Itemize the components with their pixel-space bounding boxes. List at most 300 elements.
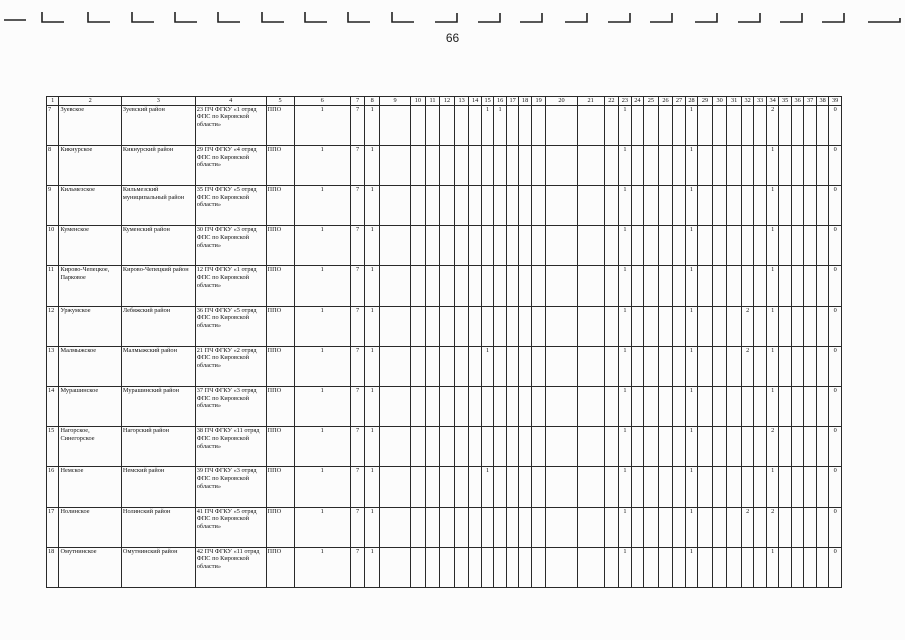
cell-col-36 <box>791 266 803 306</box>
cell-col-20 <box>546 306 577 346</box>
cell-col-39: 0 <box>829 386 842 426</box>
table-row <box>47 547 842 587</box>
cell-col-20 <box>546 427 577 467</box>
cell-col-7: 7 <box>350 266 365 306</box>
cell-col-37 <box>804 467 816 507</box>
cell-col-9 <box>379 105 410 145</box>
cell-col-39: 0 <box>829 105 842 145</box>
cell-col-21 <box>577 346 604 386</box>
cell-col-34: 2 <box>766 427 778 467</box>
cell-col-35 <box>779 266 791 306</box>
cell-col-6: 1 <box>294 105 350 145</box>
cell-col-25 <box>644 386 659 426</box>
table-row <box>47 306 842 346</box>
cell-col-9 <box>379 427 410 467</box>
cell-col-11 <box>425 186 440 226</box>
cell-col-15 <box>481 427 493 467</box>
cell-col-19 <box>531 467 546 507</box>
settlement-name: Кикнурское <box>59 145 121 185</box>
cell-col-22 <box>604 346 619 386</box>
cell-col-25 <box>644 467 659 507</box>
cell-col-24 <box>631 427 643 467</box>
table-row <box>47 467 842 507</box>
cell-col-22 <box>604 105 619 145</box>
cell-col-34: 1 <box>766 467 778 507</box>
cell-col-25 <box>644 427 659 467</box>
cell-col-8: 1 <box>365 386 380 426</box>
cell-col-6: 1 <box>294 266 350 306</box>
column-number-13: 13 <box>454 97 469 106</box>
cell-col-18 <box>519 346 531 386</box>
cell-col-7: 7 <box>350 145 365 185</box>
cell-col-35 <box>779 105 791 145</box>
cell-col-23: 1 <box>619 306 631 346</box>
cell-col-34: 1 <box>766 145 778 185</box>
cell-col-29 <box>698 105 713 145</box>
cell-col-8: 1 <box>365 145 380 185</box>
cell-col-31 <box>727 266 742 306</box>
cell-col-11 <box>425 105 440 145</box>
cell-col-25 <box>644 346 659 386</box>
cell-col-39: 0 <box>829 547 842 587</box>
cell-col-21 <box>577 427 604 467</box>
cell-col-21 <box>577 145 604 185</box>
cell-col-17 <box>506 507 518 547</box>
cell-col-8: 1 <box>365 346 380 386</box>
cell-col-18 <box>519 186 531 226</box>
cell-col-12 <box>440 306 455 346</box>
cell-col-28: 1 <box>685 306 697 346</box>
cell-col-19 <box>531 306 546 346</box>
cell-col-24 <box>631 266 643 306</box>
column-number-29: 29 <box>698 97 713 106</box>
cell-col-38 <box>816 467 828 507</box>
column-number-21: 21 <box>577 97 604 106</box>
cell-col-10 <box>411 467 426 507</box>
cell-col-29 <box>698 346 713 386</box>
cell-col-38 <box>816 105 828 145</box>
row-number: 18 <box>47 547 59 587</box>
cell-col-14 <box>469 386 481 426</box>
cell-col-11 <box>425 306 440 346</box>
cell-col-36 <box>791 145 803 185</box>
cell-col-32 <box>741 145 753 185</box>
cell-col-9 <box>379 186 410 226</box>
cell-col-22 <box>604 547 619 587</box>
cell-col-12 <box>440 507 455 547</box>
cell-col-35 <box>779 467 791 507</box>
cell-col-34: 1 <box>766 226 778 266</box>
cell-col-13 <box>454 306 469 346</box>
cell-col-12 <box>440 145 455 185</box>
cell-col-19 <box>531 186 546 226</box>
cell-col-14 <box>469 105 481 145</box>
cell-col-27 <box>673 346 685 386</box>
cell-col-9 <box>379 507 410 547</box>
cell-col-10 <box>411 386 426 426</box>
cell-col-19 <box>531 226 546 266</box>
cell-col-39: 0 <box>829 145 842 185</box>
column-number-11: 11 <box>425 97 440 106</box>
cell-col-27 <box>673 105 685 145</box>
cell-col-7: 7 <box>350 427 365 467</box>
protection-type: ППО <box>266 427 294 467</box>
column-number-31: 31 <box>727 97 742 106</box>
table-row <box>47 105 842 145</box>
cell-col-14 <box>469 427 481 467</box>
cell-col-23: 1 <box>619 226 631 266</box>
cell-col-31 <box>727 386 742 426</box>
cell-col-8: 1 <box>365 507 380 547</box>
table-row <box>47 346 842 386</box>
cell-col-16: 1 <box>494 105 506 145</box>
cell-col-15 <box>481 306 493 346</box>
column-number-9: 9 <box>379 97 410 106</box>
cell-col-37 <box>804 105 816 145</box>
settlement-name: Мурашинское <box>59 386 121 426</box>
table-row <box>47 226 842 266</box>
column-number-14: 14 <box>469 97 481 106</box>
cell-col-34: 1 <box>766 266 778 306</box>
cell-col-17 <box>506 186 518 226</box>
column-number-5: 5 <box>266 97 294 106</box>
cell-col-32: 2 <box>741 346 753 386</box>
cell-col-38 <box>816 507 828 547</box>
page-number: 66 <box>445 31 460 45</box>
cell-col-30 <box>712 266 727 306</box>
cell-col-6: 1 <box>294 186 350 226</box>
table-row <box>47 507 842 547</box>
cell-col-38 <box>816 145 828 185</box>
cell-col-37 <box>804 346 816 386</box>
protection-type: ППО <box>266 346 294 386</box>
cell-col-15 <box>481 226 493 266</box>
cell-col-19 <box>531 105 546 145</box>
cell-col-10 <box>411 145 426 185</box>
protection-type: ППО <box>266 386 294 426</box>
district-name: Лебяжский район <box>121 306 195 346</box>
cell-col-11 <box>425 346 440 386</box>
protection-type: ППО <box>266 105 294 145</box>
row-number: 7 <box>47 105 59 145</box>
cell-col-28: 1 <box>685 105 697 145</box>
cell-col-19 <box>531 386 546 426</box>
cell-col-21 <box>577 386 604 426</box>
table-row <box>47 266 842 306</box>
cell-col-14 <box>469 306 481 346</box>
cell-col-21 <box>577 105 604 145</box>
cell-col-30 <box>712 467 727 507</box>
cell-col-18 <box>519 306 531 346</box>
cell-col-27 <box>673 186 685 226</box>
cell-col-37 <box>804 507 816 547</box>
cell-col-12 <box>440 386 455 426</box>
cell-col-28: 1 <box>685 186 697 226</box>
fire-unit-name: 41 ПЧ ФГКУ «5 отряд ФПС по Кировской области» <box>195 507 266 547</box>
row-number: 13 <box>47 346 59 386</box>
column-number-4: 4 <box>195 97 266 106</box>
cell-col-15: 1 <box>481 346 493 386</box>
cell-col-33 <box>754 467 766 507</box>
cell-col-24 <box>631 507 643 547</box>
cell-col-24 <box>631 386 643 426</box>
cell-col-11 <box>425 386 440 426</box>
cell-col-15 <box>481 507 493 547</box>
cell-col-22 <box>604 386 619 426</box>
cell-col-27 <box>673 226 685 266</box>
cell-col-24 <box>631 186 643 226</box>
cell-col-13 <box>454 145 469 185</box>
cell-col-7: 7 <box>350 186 365 226</box>
cell-col-12 <box>440 427 455 467</box>
cell-col-23: 1 <box>619 547 631 587</box>
cell-col-37 <box>804 186 816 226</box>
cell-col-37 <box>804 145 816 185</box>
cell-col-37 <box>804 427 816 467</box>
row-number: 8 <box>47 145 59 185</box>
cell-col-11 <box>425 427 440 467</box>
cell-col-14 <box>469 145 481 185</box>
district-name: Малмыжский район <box>121 346 195 386</box>
cell-col-30 <box>712 507 727 547</box>
cell-col-33 <box>754 105 766 145</box>
cell-col-27 <box>673 547 685 587</box>
cell-col-15 <box>481 186 493 226</box>
settlement-name: Нолинское <box>59 507 121 547</box>
cell-col-26 <box>658 547 673 587</box>
column-number-2: 2 <box>59 97 121 106</box>
cell-col-17 <box>506 346 518 386</box>
cell-col-17 <box>506 547 518 587</box>
column-number-36: 36 <box>791 97 803 106</box>
cell-col-26 <box>658 226 673 266</box>
cell-col-26 <box>658 186 673 226</box>
cell-col-15 <box>481 547 493 587</box>
cell-col-37 <box>804 266 816 306</box>
fire-unit-name: 30 ПЧ ФГКУ «3 отряд ФПС по Кировской области» <box>195 226 266 266</box>
cell-col-35 <box>779 346 791 386</box>
cell-col-32 <box>741 386 753 426</box>
column-number-37: 37 <box>804 97 816 106</box>
cell-col-19 <box>531 145 546 185</box>
cell-col-15 <box>481 266 493 306</box>
cell-col-38 <box>816 266 828 306</box>
cell-col-34: 1 <box>766 186 778 226</box>
cell-col-16 <box>494 226 506 266</box>
cell-col-10 <box>411 427 426 467</box>
column-number-28: 28 <box>685 97 697 106</box>
cell-col-24 <box>631 547 643 587</box>
cell-col-29 <box>698 386 713 426</box>
cell-col-32 <box>741 105 753 145</box>
cell-col-9 <box>379 467 410 507</box>
fire-unit-name: 21 ПЧ ФГКУ «2 отряд ФПС по Кировской области» <box>195 346 266 386</box>
settlement-name: Омутнинское <box>59 547 121 587</box>
cell-col-23: 1 <box>619 507 631 547</box>
cell-col-19 <box>531 507 546 547</box>
cell-col-21 <box>577 186 604 226</box>
cell-col-9 <box>379 145 410 185</box>
cell-col-33 <box>754 266 766 306</box>
cell-col-35 <box>779 145 791 185</box>
cell-col-25 <box>644 547 659 587</box>
cell-col-32 <box>741 427 753 467</box>
cell-col-19 <box>531 427 546 467</box>
cell-col-20 <box>546 186 577 226</box>
cell-col-13 <box>454 186 469 226</box>
cell-col-12 <box>440 186 455 226</box>
cell-col-23: 1 <box>619 105 631 145</box>
cell-col-34: 1 <box>766 306 778 346</box>
cell-col-24 <box>631 346 643 386</box>
cell-col-31 <box>727 507 742 547</box>
cell-col-12 <box>440 467 455 507</box>
settlement-name: Кильмезское <box>59 186 121 226</box>
settlement-name: Малмыжское <box>59 346 121 386</box>
cell-col-15: 1 <box>481 467 493 507</box>
cell-col-35 <box>779 386 791 426</box>
cell-col-6: 1 <box>294 427 350 467</box>
cell-col-22 <box>604 467 619 507</box>
cell-col-29 <box>698 507 713 547</box>
cell-col-33 <box>754 186 766 226</box>
cell-col-38 <box>816 346 828 386</box>
cell-col-7: 7 <box>350 547 365 587</box>
cell-col-17 <box>506 306 518 346</box>
cell-col-29 <box>698 427 713 467</box>
cell-col-32: 2 <box>741 507 753 547</box>
cell-col-31 <box>727 105 742 145</box>
column-number-19: 19 <box>531 97 546 106</box>
cell-col-21 <box>577 306 604 346</box>
cell-col-39: 0 <box>829 346 842 386</box>
cell-col-36 <box>791 547 803 587</box>
district-name: Нагорский район <box>121 427 195 467</box>
cell-col-30 <box>712 346 727 386</box>
cell-col-16 <box>494 186 506 226</box>
cell-col-31 <box>727 186 742 226</box>
cell-col-29 <box>698 467 713 507</box>
cell-col-10 <box>411 186 426 226</box>
cell-col-39: 0 <box>829 507 842 547</box>
fire-unit-name: 42 ПЧ ФГКУ «11 отряд ФПС по Кировской области» <box>195 547 266 587</box>
cell-col-20 <box>546 346 577 386</box>
cell-col-11 <box>425 507 440 547</box>
cell-col-9 <box>379 386 410 426</box>
cell-col-8: 1 <box>365 306 380 346</box>
cell-col-30 <box>712 145 727 185</box>
cell-col-14 <box>469 467 481 507</box>
cell-col-20 <box>546 467 577 507</box>
cell-col-27 <box>673 386 685 426</box>
district-name: Кильмезский муниципальный район <box>121 186 195 226</box>
cell-col-21 <box>577 547 604 587</box>
cell-col-30 <box>712 547 727 587</box>
cell-col-39: 0 <box>829 226 842 266</box>
cell-col-8: 1 <box>365 547 380 587</box>
fire-unit-name: 12 ПЧ ФГКУ «1 отряд ФПС по Кировской области» <box>195 266 266 306</box>
cell-col-12 <box>440 226 455 266</box>
cell-col-28: 1 <box>685 346 697 386</box>
column-number-8: 8 <box>365 97 380 106</box>
cell-col-27 <box>673 507 685 547</box>
cell-col-24 <box>631 105 643 145</box>
cell-col-14 <box>469 507 481 547</box>
cell-col-24 <box>631 467 643 507</box>
column-number-25: 25 <box>644 97 659 106</box>
cell-col-13 <box>454 266 469 306</box>
district-name: Омутнинский район <box>121 547 195 587</box>
cell-col-38 <box>816 306 828 346</box>
cell-col-22 <box>604 266 619 306</box>
cell-col-14 <box>469 266 481 306</box>
cell-col-26 <box>658 266 673 306</box>
fire-unit-name: 38 ПЧ ФГКУ «11 отряд ФПС по Кировской области» <box>195 427 266 467</box>
cell-col-14 <box>469 186 481 226</box>
cell-col-31 <box>727 145 742 185</box>
cell-col-26 <box>658 105 673 145</box>
cell-col-13 <box>454 105 469 145</box>
cell-col-10 <box>411 507 426 547</box>
cell-col-38 <box>816 186 828 226</box>
table-row <box>47 186 842 226</box>
cell-col-14 <box>469 346 481 386</box>
cell-col-8: 1 <box>365 266 380 306</box>
column-number-35: 35 <box>779 97 791 106</box>
cell-col-35 <box>779 427 791 467</box>
column-number-39: 39 <box>829 97 842 106</box>
cell-col-29 <box>698 186 713 226</box>
cell-col-25 <box>644 226 659 266</box>
table-row <box>47 427 842 467</box>
cell-col-23: 1 <box>619 346 631 386</box>
cell-col-27 <box>673 427 685 467</box>
column-number-16: 16 <box>494 97 506 106</box>
cell-col-6: 1 <box>294 306 350 346</box>
cell-col-18 <box>519 427 531 467</box>
row-number: 9 <box>47 186 59 226</box>
column-number-27: 27 <box>673 97 685 106</box>
cell-col-17 <box>506 105 518 145</box>
cell-col-16 <box>494 467 506 507</box>
cell-col-16 <box>494 386 506 426</box>
cell-col-31 <box>727 346 742 386</box>
cell-col-34: 1 <box>766 346 778 386</box>
cell-col-25 <box>644 145 659 185</box>
cell-col-37 <box>804 547 816 587</box>
cell-col-17 <box>506 266 518 306</box>
cell-col-6: 1 <box>294 507 350 547</box>
protection-type: ППО <box>266 507 294 547</box>
cell-col-20 <box>546 386 577 426</box>
cell-col-20 <box>546 145 577 185</box>
cell-col-36 <box>791 346 803 386</box>
cell-col-20 <box>546 507 577 547</box>
column-number-20: 20 <box>546 97 577 106</box>
column-number-23: 23 <box>619 97 631 106</box>
cell-col-33 <box>754 346 766 386</box>
cell-col-39: 0 <box>829 266 842 306</box>
cell-col-27 <box>673 306 685 346</box>
column-number-32: 32 <box>741 97 753 106</box>
cell-col-26 <box>658 427 673 467</box>
column-number-33: 33 <box>754 97 766 106</box>
cell-col-22 <box>604 145 619 185</box>
cell-col-36 <box>791 226 803 266</box>
cell-col-16 <box>494 306 506 346</box>
cell-col-18 <box>519 547 531 587</box>
cell-col-33 <box>754 427 766 467</box>
